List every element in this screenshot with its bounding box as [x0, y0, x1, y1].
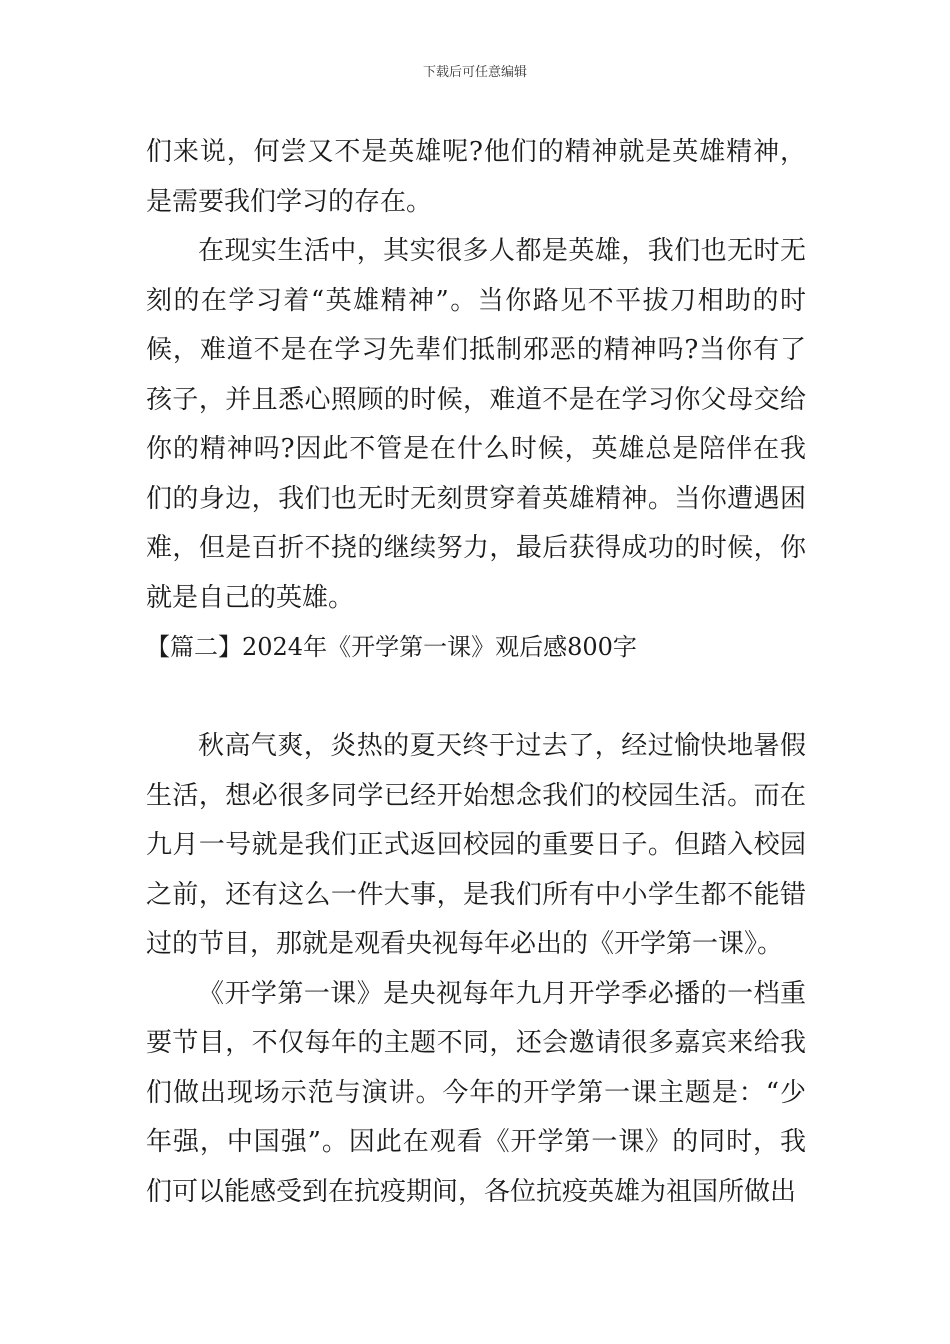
document-body [146, 128, 806, 1217]
paragraph-4: 《开学第一课》是央视每年九月开学季必播的一档重要节目，不仅每年的主题不同，还会邀请很多嘉宾来给我们做出现场示范与演讲。今年的开学第一课主题是：“少年强，中国强”。因此在观看《开学第一课》的同时，我们可以能感受到在抗疫期间，各位抗疫英雄为祖国所做出 [146, 978, 806, 1207]
section-heading: 【篇二】2024年《开学第一课》观后感800字 [146, 633, 637, 661]
paragraph-2: 在现实生活中，其实很多人都是英雄，我们也无时无刻的在学习着“英雄精神”。当你路见不平拔刀相助的时候，难道不是在学习先辈们抵制邪恶的精神吗?当你有了孩子，并且悉心照顾的时候，难道不是在学习你父母交给你的精神吗?因此不管是在什么时候，英雄总是陪伴在我们的身边，我们也无时无刻贯穿着英雄精神。当你遭遇困难，但是百折不挠的继续努力，最后获得成功的时候，你就是自己的英雄。 [146, 236, 806, 613]
blank-line [146, 673, 806, 723]
paragraph-1: 们来说，何尝又不是英雄呢?他们的精神就是英雄精神，是需要我们学习的存在。 [146, 137, 806, 217]
paragraph-3: 秋高气爽，炎热的夏天终于过去了，经过愉快地暑假生活，想必很多同学已经开始想念我们的校园生活。而在九月一号就是我们正式返回校园的重要日子。但踏入校园之前，还有这么一件大事，是我们所有中小学生都不能错过的节目，那就是观看央视每年必出的《开学第一课》。 [146, 731, 806, 959]
page-header: 下载后可任意编辑 [422, 65, 527, 80]
